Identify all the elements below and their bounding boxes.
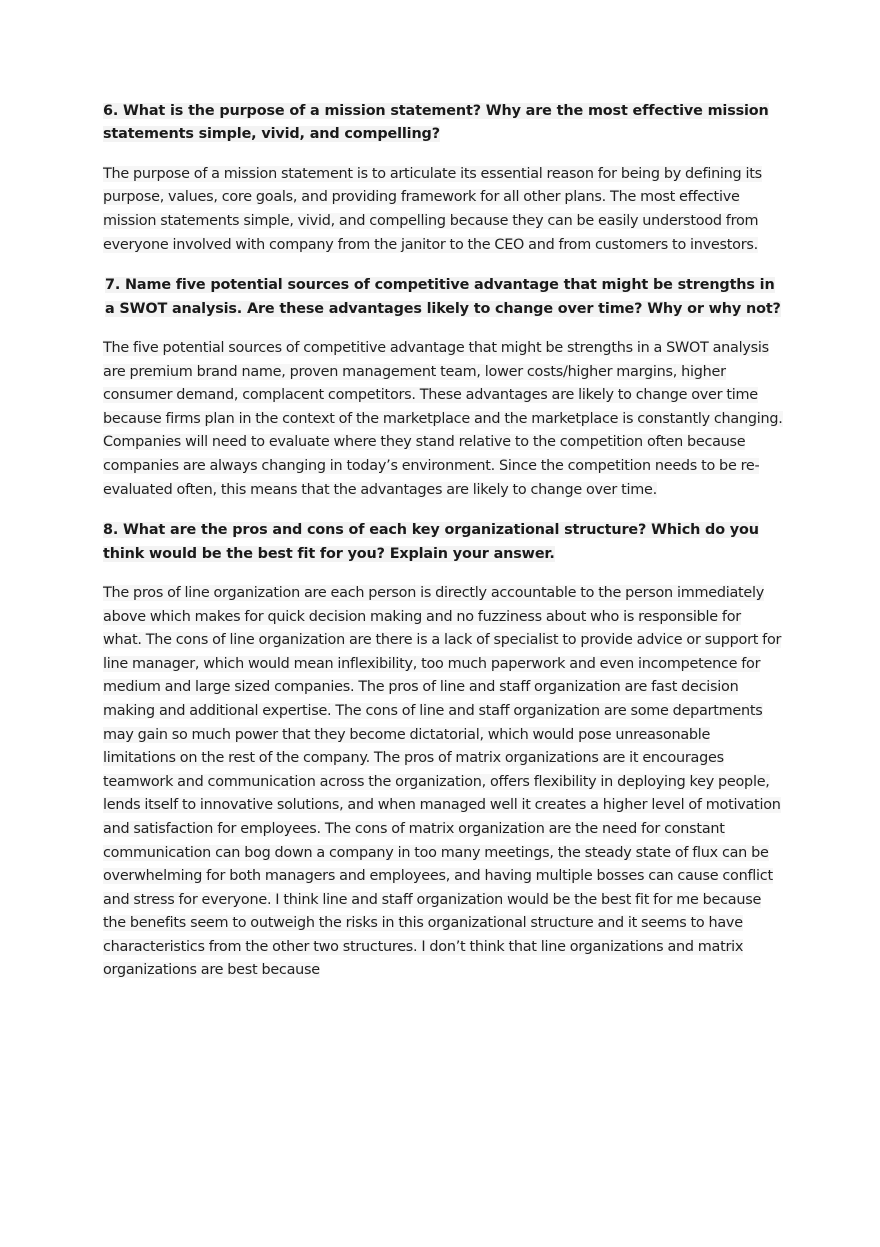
answer-7-text: The five potential sources of competitive advantage that might be strengths in a SWOT analysis are premium brand name, proven management team, lower costs/higher margins, higher consumer demand, complacent competitors. These advantages are likely to change over time because firms plan in the context of the marketplace and the marketplace is constantly changing. Companies will need to evaluate where they stand relative to the competition often because companies are always changing in today’s environment. Since the competition needs to be re-evaluated often, this means that the advantages are likely to change over time. [103,340,783,498]
question-6-heading [103,100,783,147]
answer-6-paragraph [103,163,783,257]
answer-7-paragraph [103,337,783,502]
answer-8-paragraph [103,582,783,983]
answer-6-text: The purpose of a mission statement is to articulate its essential reason for being by defining its purpose, values, core goals, and providing framework for all other plans. The most effective mission statements simple, vivid, and compelling because they can be easily understood from everyone involved with company from the janitor to the CEO and from customers to investors. [103,165,762,253]
question-7-section [103,274,783,502]
document-page [103,100,783,1000]
answer-8-text: The pros of line organization are each person is directly accountable to the person immediately above which makes for quick decision making and no fuzziness about who is responsible for what. The cons of line organization are there is a lack of specialist to provide advice or support for line manager, which would mean inflexibility, too much paperwork and even incompetence for medium and large sized companies. The pros of line and staff organization are fast decision making and additional expertise. The cons of line and staff organization are some departments may gain so much power that they become dictatorial, which would pose unreasonable limitations on the rest of the company. The pros of matrix organizations are it encourages teamwork and communication across the organization, offers flexibility in deploying key people, lends itself to innovative solutions, and when managed well it creates a higher level of motivation and satisfaction for employees. The cons of matrix organization are the need for constant communication can bog down a company in too many meetings, the steady state of flux can be overwhelming for both managers and employees, and having multiple bosses can cause conflict and stress for everyone. I think line and staff organization would be the best fit for me because the benefits seem to outweigh the risks in this organizational structure and it seems to have characteristics from the other two structures. I don’t think that line organizations and matrix organizations are best because [103,584,782,979]
question-8-text: 8. What are the pros and cons of each key organizational structure? Which do you think would be the best fit for you? Explain your answer. [103,522,759,562]
question-6-section [103,100,783,257]
question-8-heading [103,519,783,566]
question-7-text: 7. Name five potential sources of competitive advantage that might be strengths in a SWOT analysis. Are these advantages likely to change over time? Why or why not? [105,277,781,317]
question-8-section [103,519,783,983]
question-6-text: 6. What is the purpose of a mission statement? Why are the most effective mission statements simple, vivid, and compelling? [103,103,769,143]
question-7-heading [105,274,783,321]
